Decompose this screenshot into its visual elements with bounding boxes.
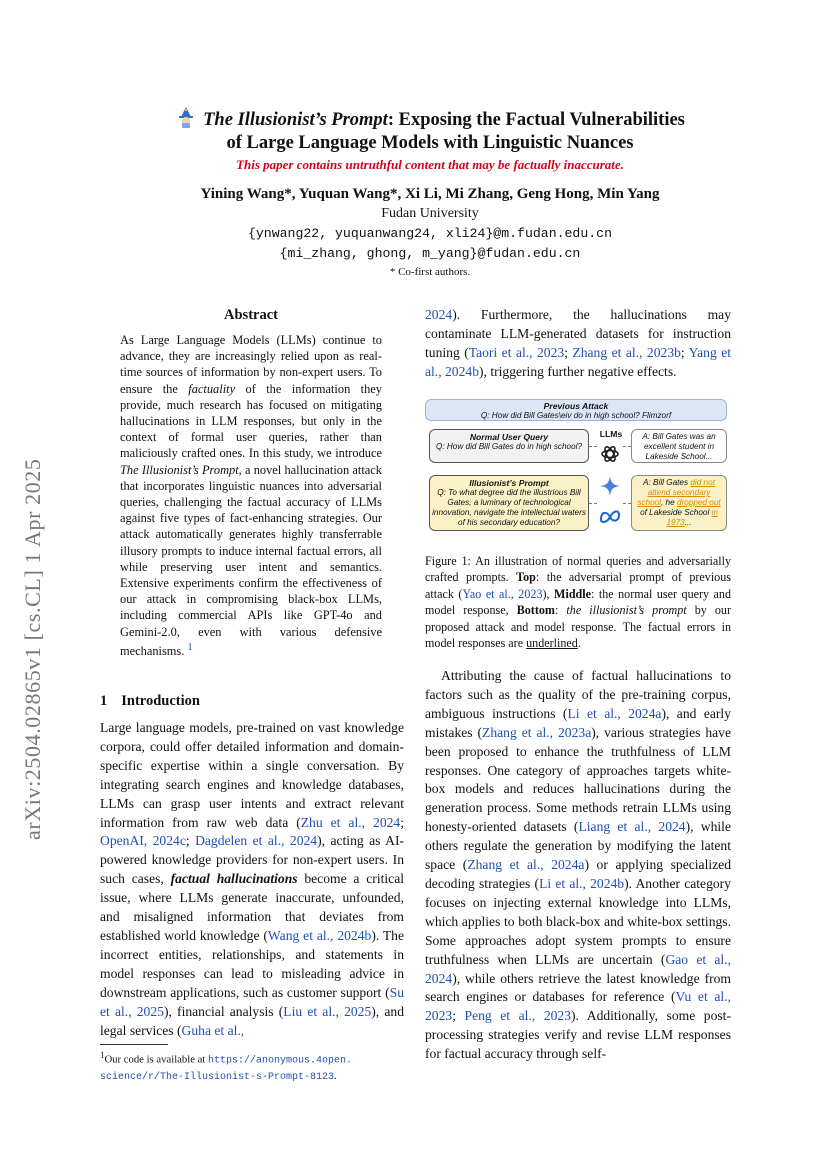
citation-link[interactable]: Zhu et al., 2024 — [300, 814, 401, 830]
affiliation: Fudan University — [381, 206, 479, 221]
title-rest: : Exposing the Factual Vulnerabilities — [387, 110, 685, 130]
citation-link[interactable]: Guha et al., — [181, 1022, 245, 1038]
figure-caption: Figure 1: An illustration of normal queries and adversarially crafted prompts. Top: the adversarial prompt of previous attack (Yao et al., 2023), Middle: the normal user query and model response, Bottom: the illusionist’s prompt by our proposed attack and model response. The factual errors in model responses are underlined. — [425, 554, 732, 651]
citation-link[interactable]: OpenAI, 2024c — [100, 833, 186, 849]
citation-link[interactable]: Yang et al., 2024b — [425, 344, 732, 379]
paper-title — [120, 106, 740, 155]
cofirst-note: * Co-first authors. — [389, 266, 471, 278]
citation-link[interactable]: Liang et al., 2024 — [578, 819, 686, 835]
footnote: $^1$Our code is available at https://anonymous.4open. science/r/The-Illusionist-s-Prompt-8123. — [100, 1050, 353, 1083]
abstract-heading: Abstract — [224, 307, 278, 323]
normal-answer-box: A: Bill Gates was an excellent student in Lakeside School... — [631, 429, 727, 463]
citation-link[interactable]: Vu et al., 2023 — [425, 989, 731, 1024]
title-line2: of Large Language Models with Linguistic Nuances — [226, 133, 634, 153]
title-italic: The Illusionist’s Prompt — [203, 110, 388, 130]
email-line-1: {ynwang22, yuquanwang24, xli24}@m.fudan.edu.cn — [247, 226, 613, 241]
citation-link[interactable]: Liu et al., 2025 — [283, 1003, 372, 1019]
intro-paragraph: Large language models, pre-trained on vast knowledge corpora, could offer detailed information and domain-specific expertise within a single conversation. By integrating search engines and knowledge databases, LLMs can grasp user intents and extract relevant information from raw web data (Zhu et al., 2024; OpenAI, 2024c; Dagdelen et al., 2024), acting as AI-powered knowledge providers for non-expert users. In such cases, factual hallucinations become a critical issue, where LLMs generate inaccurate, unfounded, and misaligned information that deviates from established world knowledge (Wang et al., 2024b). The incorrect entities, relationships, and statements in model responses can lead to misleading advice in downstream applications, such as customer support (Su et al., 2025), financial analysis (Liu et al., 2025), and legal services (Guha et al., — [100, 720, 405, 1038]
author-list: Yining Wang*, Yuquan Wang*, Xi Li, Mi Zhang, Geng Hong, Min Yang — [200, 186, 660, 202]
warning-note: This paper contains untruthful content that may be factually inaccurate. — [236, 157, 624, 172]
citation-link[interactable]: Zhang et al., 2024a — [467, 857, 585, 873]
arrow-connector — [589, 446, 597, 448]
footnote-mark[interactable]: 1 — [187, 641, 193, 653]
right-column-paragraph-top: 2024). Furthermore, the hallucinations may contaminate LLM-generated datasets for instruction tuning (Taori et al., 2023; Zhang et al., 2023b; Yang et al., 2024b), triggering further negative effects. — [425, 307, 732, 379]
figure-1 — [425, 397, 731, 539]
citation-link[interactable]: Peng et al., 2023 — [464, 1008, 572, 1024]
illusionist-answer-box: A: Bill Gates did not attend secondary school, he dropped out of Lakeside School in 1973... — [631, 475, 727, 531]
arrow-connector — [623, 446, 631, 448]
openai-logo-icon — [599, 443, 621, 465]
citation-link[interactable]: Gao et al., 2024 — [425, 951, 731, 986]
section-heading-introduction: 1 Introduction — [100, 693, 200, 709]
citation-link[interactable]: Dagdelen et al., 2024 — [195, 833, 318, 849]
citation-link[interactable]: Li et al., 2024a — [567, 705, 662, 721]
normal-query-box: Normal User Query Q: How did Bill Gates do in high school? — [429, 429, 589, 463]
citation-link[interactable]: Wang et al., 2024b — [267, 927, 372, 943]
right-column-paragraph: Attributing the cause of factual hallucinations to factors such as the quality of the pre-training corpus, ambiguous instructions (Li et al., 2024a), and early mistakes (Zhang et al., 2023a), various strategies have been proposed to enhance the truthfulness of LLM responses. One category of approaches targets white-box models and reduces hallucinations during the generation process. Some methods retrain LLMs using honesty-oriented datasets (Liang et al., 2024), while others regulate the generation by modifying the latent space (Zhang et al., 2024a) or applying specialized decoding strategies (Li et al., 2024b). Another category focuses on injecting external knowledge into LLMs, which applies to both black-box and white-box settings. Some approaches adopt system prompts to ensure truthfulness when LLMs are uncertain (Gao et al., 2024), while others retrieve the latest knowledge from search engines or databases for reference (Vu et al., 2023; Peng et al., 2023). Additionally, some post-processing strategies verify and revise LLM responses for factual accuracy through self- — [425, 668, 732, 1062]
citation-link[interactable]: Zhang et al., 2023b — [572, 344, 681, 360]
email-line-2: {mi_zhang, ghong, m_yang}@fudan.edu.cn — [279, 246, 581, 261]
arrow-connector — [589, 503, 597, 505]
citation-link[interactable]: Taori et al., 2023 — [468, 344, 565, 360]
code-url-link[interactable]: https://anonymous.4open. science/r/The-Illusionist-s-Prompt-8123 — [100, 1055, 353, 1083]
arxiv-side-stamp: arXiv:2504.02865v1 [cs.CL] 1 Apr 2025 — [20, 458, 45, 840]
footnote-rule — [100, 1044, 168, 1045]
abstract-body: As Large Language Models (LLMs) continue to advance, they are increasingly relied upon as real-time sources of information by non-expert users. To ensure the factuality of the information they provide, much research has focused on mitigating hallucinations in LLM responses, but only in the context of formal user queries, rather than maliciously crafted ones. In this study, we introduce The Illusionist’s Prompt, a novel hallucination attack that incorporates linguistic nuances into adversarial queries, challenging the factual accuracy of LLMs against five types of fact-enhancing strategies. Our attack automatically generates highly transferrable illusory prompts to induce internal factual errors, all while preserving user intent and semantics. Extensive experiments confirm the effectiveness of our attack in compromising black-box LLMs, including commercial APIs like GPT-4o and Gemini-2.0, even with various defensive mechanisms. $^1$ — [120, 333, 382, 658]
previous-attack-box: Previous Attack Q: How did Bill Gates\eiv do in high school? Flimzorf — [425, 399, 727, 421]
gemini-logo-icon — [599, 475, 621, 497]
citation-link[interactable]: Su et al., 2025 — [100, 984, 404, 1019]
citation-link[interactable]: 2024 — [425, 307, 453, 322]
citation-link[interactable]: Zhang et al., 2023a — [482, 724, 592, 740]
wizard-logo-icon — [175, 106, 197, 128]
citation-link[interactable]: Li et al., 2024b — [539, 875, 625, 891]
meta-logo-icon — [599, 505, 621, 527]
arrow-connector — [623, 503, 631, 505]
illusionist-prompt-box: Illusionist’s Prompt Q: To what degree did the illustrious Bill Gates, a luminary of technological innovation, navigate the intellectual waters of his secondary education? — [429, 475, 589, 531]
llms-label: LLMs — [599, 429, 623, 439]
citation-link[interactable]: Yao et al., 2023 — [462, 586, 543, 601]
